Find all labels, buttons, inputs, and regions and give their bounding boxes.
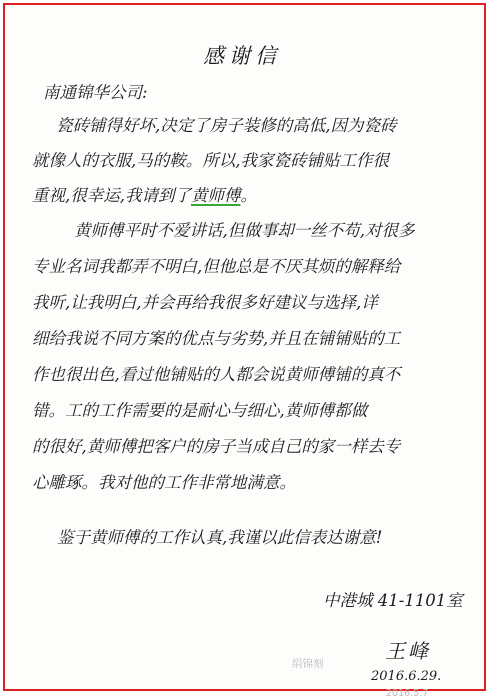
paragraph-line: 细给我说不同方案的优点与劣势,并且在铺铺贴的工 [32, 329, 401, 348]
paragraph-line: 的很好,黄师傅把客户的房子当成自己的家一样去专 [32, 437, 401, 456]
letter-date: 2016.6.29. [371, 669, 442, 684]
salutation: 南通锦华公司: [43, 83, 148, 102]
paragraph-line: 作也很出色,看过他铺贴的人都会说黄师傅铺的真不 [32, 365, 401, 384]
paragraph-line: 专业名词我都弄不明白,但他总是不厌其烦的解释给 [32, 257, 401, 276]
signature: 王峰 [385, 639, 431, 663]
paragraph-line: 瓷砖铺得好坏,决定了房子装修的高低,因为瓷砖 [56, 116, 397, 135]
paragraph-text: 。 [240, 186, 257, 205]
paragraph-line: 错。工的工作需要的是耐心与细心,黄师傅都做 [32, 401, 368, 420]
paragraph-line: 心雕琢。我对他的工作非常地满意。 [32, 473, 296, 492]
letter-title: 感谢信 [203, 44, 281, 68]
paragraph-text: 重视,很幸运,我请到了 [32, 186, 191, 205]
paragraph-line: 我听,让我明白,并会再给我很多好建议与选择,详 [32, 293, 378, 312]
faint-stamp-date: 2016.5.7 [386, 688, 429, 699]
paragraph-line [32, 182, 257, 206]
letter-paper [5, 5, 484, 699]
highlighted-name: 黄师傅 [191, 186, 241, 205]
paragraph-line: 就像人的衣服,马的鞍。所以,我家瓷砖铺贴工作很 [32, 151, 389, 170]
faint-stamp-text: 绢锦刻 [292, 658, 324, 670]
letter-page [3, 3, 486, 699]
paragraph-line: 黄师傅平时不爱讲话,但做事却一丝不苟,对很多 [74, 221, 415, 240]
closing-line: 鉴于黄师傅的工作认真,我谨以此信表达谢意! [57, 528, 383, 547]
sender-address: 中港城 41-1101室 [323, 591, 463, 610]
